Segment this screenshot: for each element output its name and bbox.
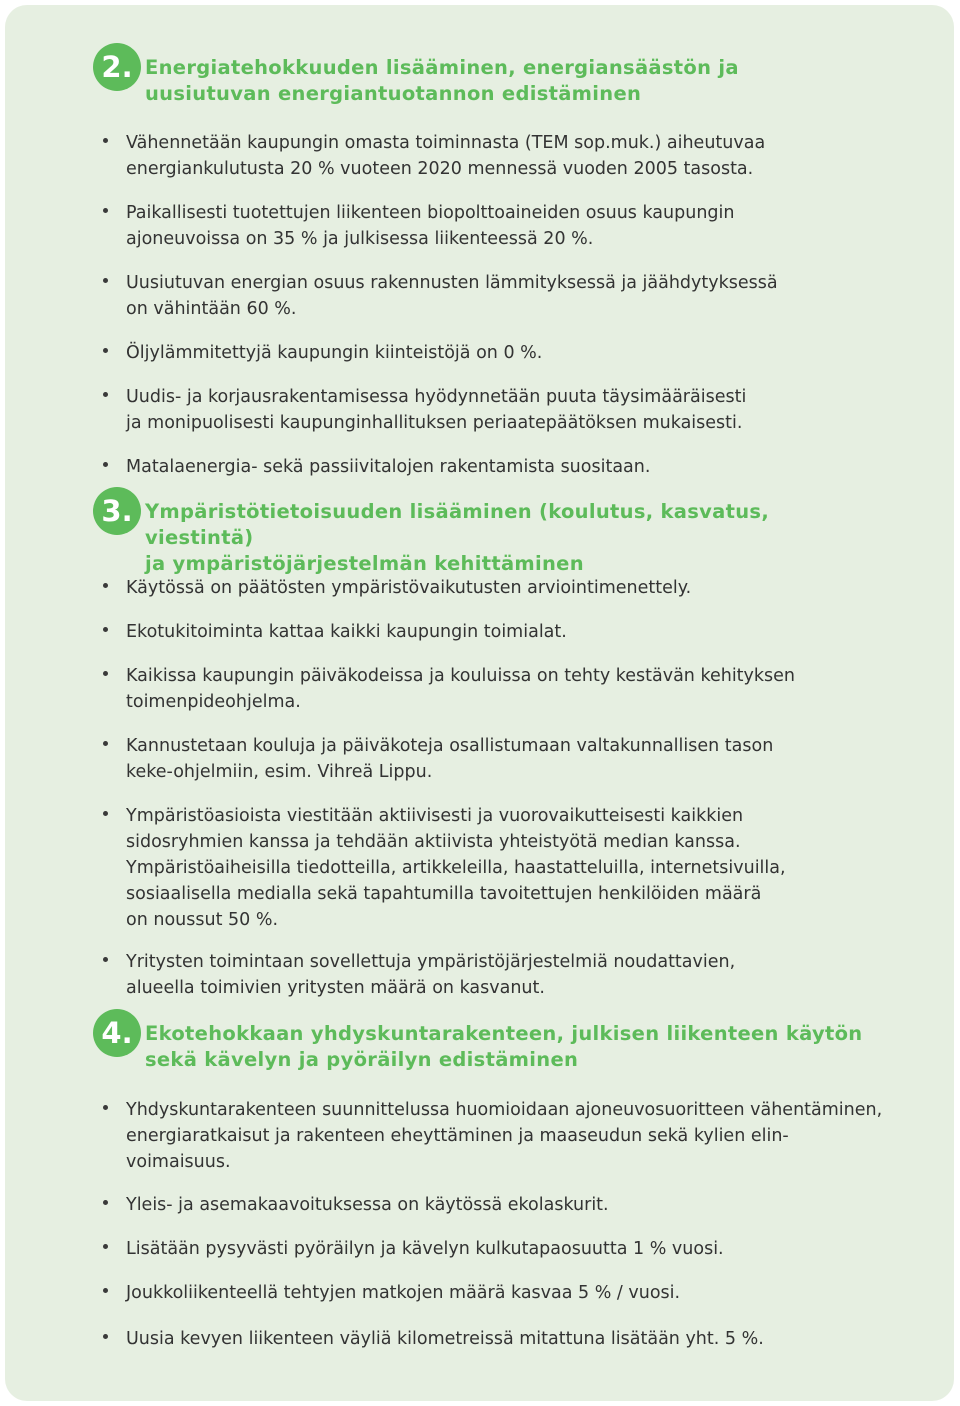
section-number-badge: 2. xyxy=(93,43,141,91)
bullet-dot-icon xyxy=(103,1334,108,1339)
section-title: Ekotehokkaan yhdyskuntarakenteen, julkisen liikenteen käytön sekä kävelyn ja pyöräilyn edistäminen xyxy=(145,1022,863,1071)
section-title: Energiatehokkuuden lisääminen, energiansäästön ja uusiutuvan energiantuotannon edistäminen xyxy=(145,56,739,105)
bullet-dot-icon xyxy=(103,208,108,213)
bullet-dot-icon xyxy=(103,462,108,467)
list-item-text: Yritysten toimintaan sovellettuja ympäristöjärjestelmiä noudattavien, alueella toimivien yritysten määrä on kasvanut. xyxy=(126,952,736,998)
bullet-dot-icon xyxy=(103,1105,108,1110)
section-number-badge: 4. xyxy=(93,1009,141,1057)
bullet-dot-icon xyxy=(103,671,108,676)
bullet-dot-icon xyxy=(103,957,108,962)
bullet-dot-icon xyxy=(103,138,108,143)
content-panel xyxy=(5,5,954,1401)
list-item-text: Lisätään pysyvästi pyöräilyn ja kävelyn kulkutapaosuutta 1 % vuosi. xyxy=(126,1239,724,1259)
list-item-text: Ekotukitoiminta kattaa kaikki kaupungin toimialat. xyxy=(126,622,567,642)
list-item-text: Paikallisesti tuotettujen liikenteen biopolttoaineiden osuus kaupungin ajoneuvoissa on 35 % ja julkisessa liikenteessä 20 %. xyxy=(126,203,735,249)
bullet-dot-icon xyxy=(103,348,108,353)
list-item-text: Matalaenergia- sekä passiivitalojen rakentamista suositaan. xyxy=(126,457,651,477)
list-item-text: Kannustetaan kouluja ja päiväkoteja osallistumaan valtakunnallisen tason keke-ohjelmiin, esim. Vihreä Lippu. xyxy=(126,736,774,782)
section-title: Ympäristötietoisuuden lisääminen (koulutus, kasvatus, viestintä) ja ympäristöjärjestelmän kehittäminen xyxy=(145,500,770,575)
list-item-text: Yhdyskuntarakenteen suunnittelussa huomioidaan ajoneuvosuoritteen vähentäminen, energiaratkaisut ja rakenteen eheyttäminen ja maaseudun sekä kylien elin- voimaisuus. xyxy=(126,1100,883,1172)
list-item-text: Joukkoliikenteellä tehtyjen matkojen määrä kasvaa 5 % / vuosi. xyxy=(126,1283,681,1303)
bullet-dot-icon xyxy=(103,741,108,746)
list-item-text: Öljylämmitettyjä kaupungin kiinteistöjä on 0 %. xyxy=(126,343,543,363)
list-item-text: Uudis- ja korjausrakentamisessa hyödynnetään puuta täysimääräisesti ja monipuolisesti kaupunginhallituksen periaatepäätöksen mukaisesti. xyxy=(126,387,747,433)
list-item-text: Uusia kevyen liikenteen väyliä kilometreissä mitattuna lisätään yht. 5 %. xyxy=(126,1329,764,1349)
bullet-dot-icon xyxy=(103,278,108,283)
bullet-dot-icon xyxy=(103,1244,108,1249)
bullet-dot-icon xyxy=(103,627,108,632)
bullet-dot-icon xyxy=(103,811,108,816)
bullet-dot-icon xyxy=(103,392,108,397)
list-item-text: Yleis- ja asemakaavoituksessa on käytössä ekolaskurit. xyxy=(126,1195,609,1215)
bullet-dot-icon xyxy=(103,1288,108,1293)
bullet-dot-icon xyxy=(103,583,108,588)
bullet-dot-icon xyxy=(103,1200,108,1205)
list-item-text: Ympäristöasioista viestitään aktiivisesti ja vuorovaikutteisesti kaikkien sidosryhmien kanssa ja tehdään aktiivista yhteistyötä median kanssa. Ympäristöaiheisilla tiedotteilla, artikkeleilla, haastatteluilla, internetsivuilla, sosiaalisella medialla sekä tapahtumilla tavoitettujen henkilöiden määrä on noussut 50 %. xyxy=(126,806,786,930)
list-item-text: Uusiutuvan energian osuus rakennusten lämmityksessä ja jäähdytyksessä on vähintään 60 %. xyxy=(126,273,778,319)
section-number-badge: 3. xyxy=(93,487,141,535)
list-item-text: Käytössä on päätösten ympäristövaikutusten arviointimenettely. xyxy=(126,578,692,598)
list-item-text: Kaikissa kaupungin päiväkodeissa ja kouluissa on tehty kestävän kehityksen toimenpideohjelma. xyxy=(126,666,796,712)
list-item-text: Vähennetään kaupungin omasta toiminnasta (TEM sop.muk.) aiheutuvaa energiankulutusta 20 % vuoteen 2020 mennessä vuoden 2005 tasosta. xyxy=(126,133,766,179)
